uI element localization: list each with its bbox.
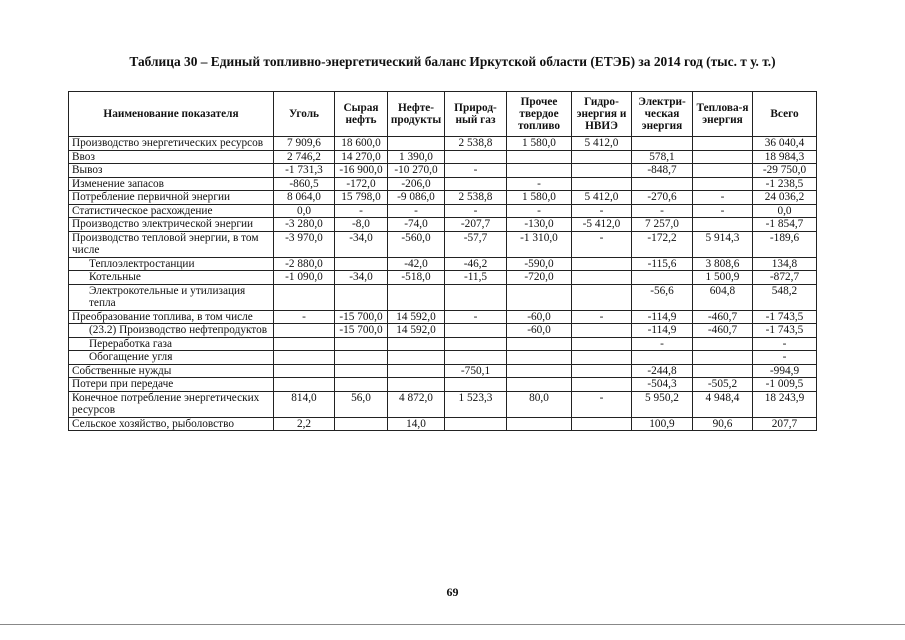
table-cell: - — [445, 164, 507, 178]
table-cell — [388, 284, 445, 310]
page-title: Таблица 30 – Единый топливно-энергетический баланс Иркутской области (ЕТЭБ) за 2014 год (тыс. т у. т.) — [129, 54, 776, 69]
table-cell: 2 746,2 — [274, 150, 335, 164]
table-cell: - — [693, 204, 753, 218]
table-cell — [693, 164, 753, 178]
table-cell: -207,7 — [445, 218, 507, 232]
table-cell: - — [572, 391, 632, 417]
table-row — [69, 378, 817, 392]
table-cell — [335, 378, 388, 392]
table-cell: 0,0 — [274, 204, 335, 218]
column-header: Электри-ческая энергия — [632, 92, 693, 137]
table-cell — [572, 378, 632, 392]
table-cell — [388, 364, 445, 378]
table-body — [69, 137, 817, 431]
table-cell: - — [572, 310, 632, 324]
table-cell: -9 086,0 — [388, 191, 445, 205]
table-cell: 18 984,3 — [753, 150, 817, 164]
row-label: (23.2) Производство нефтепродуктов — [69, 324, 274, 338]
table-row — [69, 164, 817, 178]
table-cell: 1 580,0 — [507, 191, 572, 205]
table-cell: 100,9 — [632, 417, 693, 431]
table-cell — [445, 351, 507, 365]
table-cell — [632, 351, 693, 365]
table-cell — [572, 324, 632, 338]
table-cell — [572, 364, 632, 378]
table-cell: 80,0 — [507, 391, 572, 417]
table-cell: - — [507, 177, 572, 191]
table-cell: -34,0 — [335, 271, 388, 285]
row-label: Преобразование топлива, в том числе — [69, 310, 274, 324]
column-header: Наименование показателя — [69, 92, 274, 137]
table-cell: -11,5 — [445, 271, 507, 285]
table-cell — [507, 164, 572, 178]
table-row — [69, 137, 817, 151]
table-cell — [274, 351, 335, 365]
table-cell: -244,8 — [632, 364, 693, 378]
table-row — [69, 364, 817, 378]
table-cell: 14,0 — [388, 417, 445, 431]
table-cell — [572, 164, 632, 178]
table-cell: 1 390,0 — [388, 150, 445, 164]
table-cell: -42,0 — [388, 257, 445, 271]
table-cell — [445, 324, 507, 338]
table-row — [69, 284, 817, 310]
table-cell: 1 523,3 — [445, 391, 507, 417]
column-header: Гидро-энергия и НВИЭ — [572, 92, 632, 137]
table-cell — [335, 364, 388, 378]
table-cell — [572, 150, 632, 164]
table-cell — [507, 351, 572, 365]
row-label: Вывоз — [69, 164, 274, 178]
table-cell: -3 280,0 — [274, 218, 335, 232]
row-label: Изменение запасов — [69, 177, 274, 191]
table-cell: - — [388, 204, 445, 218]
table-cell — [507, 337, 572, 351]
table-cell: 5 412,0 — [572, 191, 632, 205]
column-header: Всего — [753, 92, 817, 137]
row-label: Теплоэлектростанции — [69, 257, 274, 271]
table-cell — [632, 177, 693, 191]
table-cell: 604,8 — [693, 284, 753, 310]
table-cell: -57,7 — [445, 231, 507, 257]
balance-table-container — [68, 91, 816, 431]
table-cell — [274, 337, 335, 351]
table-cell: 1 500,9 — [693, 271, 753, 285]
column-header: Прочее твердое топливо — [507, 92, 572, 137]
table-cell — [335, 284, 388, 310]
table-cell: -115,6 — [632, 257, 693, 271]
table-cell: -10 270,0 — [388, 164, 445, 178]
table-cell: 2,2 — [274, 417, 335, 431]
table-cell: -860,5 — [274, 177, 335, 191]
table-cell: 14 270,0 — [335, 150, 388, 164]
table-cell: 0,0 — [753, 204, 817, 218]
table-cell: - — [445, 204, 507, 218]
table-cell — [335, 337, 388, 351]
table-cell: - — [572, 231, 632, 257]
table-cell — [274, 364, 335, 378]
table-cell: -994,9 — [753, 364, 817, 378]
table-cell: -1 009,5 — [753, 378, 817, 392]
row-label: Сельское хозяйство, рыболовство — [69, 417, 274, 431]
table-cell: 4 948,4 — [693, 391, 753, 417]
table-cell — [693, 137, 753, 151]
table-cell: -15 700,0 — [335, 310, 388, 324]
table-cell — [693, 177, 753, 191]
table-cell: -206,0 — [388, 177, 445, 191]
table-row — [69, 310, 817, 324]
table-cell — [445, 177, 507, 191]
table-cell: -130,0 — [507, 218, 572, 232]
table-cell: -1 310,0 — [507, 231, 572, 257]
table-cell: -3 970,0 — [274, 231, 335, 257]
table-header-row — [69, 92, 817, 137]
table-cell — [445, 337, 507, 351]
table-cell: -46,2 — [445, 257, 507, 271]
table-cell: -560,0 — [388, 231, 445, 257]
table-cell: 2 538,8 — [445, 137, 507, 151]
column-header: Нефте-продукты — [388, 92, 445, 137]
table-cell: -34,0 — [335, 231, 388, 257]
table-row — [69, 150, 817, 164]
row-label: Потребление первичной энергии — [69, 191, 274, 205]
table-row — [69, 218, 817, 232]
table-cell: -29 750,0 — [753, 164, 817, 178]
table-cell: 36 040,4 — [753, 137, 817, 151]
table-cell — [572, 177, 632, 191]
row-label: Котельные — [69, 271, 274, 285]
row-label: Собственные нужды — [69, 364, 274, 378]
row-label: Производство тепловой энергии, в том числе — [69, 231, 274, 257]
table-cell — [693, 351, 753, 365]
table-cell — [693, 150, 753, 164]
table-cell — [693, 337, 753, 351]
table-cell: -590,0 — [507, 257, 572, 271]
column-header: Теплова-я энергия — [693, 92, 753, 137]
page-number: 69 — [446, 585, 459, 599]
table-cell — [445, 284, 507, 310]
table-row — [69, 177, 817, 191]
table-row — [69, 324, 817, 338]
table-cell — [274, 378, 335, 392]
table-cell — [572, 271, 632, 285]
table-cell: 18 600,0 — [335, 137, 388, 151]
table-cell: - — [632, 337, 693, 351]
table-row — [69, 231, 817, 257]
table-cell: 14 592,0 — [388, 324, 445, 338]
table-cell — [445, 378, 507, 392]
table-cell: -5 412,0 — [572, 218, 632, 232]
table-cell: -504,3 — [632, 378, 693, 392]
table-row — [69, 257, 817, 271]
table-cell: -114,9 — [632, 310, 693, 324]
table-cell — [274, 324, 335, 338]
row-label: Электрокотельные и утилизация тепла — [69, 284, 274, 310]
row-label: Переработка газа — [69, 337, 274, 351]
row-label: Конечное потребление энергетических ресурсов — [69, 391, 274, 417]
row-label: Ввоз — [69, 150, 274, 164]
table-cell: 5 412,0 — [572, 137, 632, 151]
table-cell: -114,9 — [632, 324, 693, 338]
table-cell: - — [274, 310, 335, 324]
table-cell: 5 914,3 — [693, 231, 753, 257]
table-row — [69, 391, 817, 417]
table-cell: 548,2 — [753, 284, 817, 310]
table-cell: - — [632, 204, 693, 218]
table-cell — [335, 257, 388, 271]
table-cell — [507, 364, 572, 378]
table-cell — [388, 351, 445, 365]
table-cell — [572, 337, 632, 351]
table-cell — [632, 271, 693, 285]
table-cell: -270,6 — [632, 191, 693, 205]
table-cell: - — [507, 204, 572, 218]
table-cell — [274, 284, 335, 310]
table-cell: - — [572, 204, 632, 218]
table-cell — [507, 378, 572, 392]
table-cell: 207,7 — [753, 417, 817, 431]
table-cell — [507, 417, 572, 431]
table-cell: 1 580,0 — [507, 137, 572, 151]
table-cell — [572, 284, 632, 310]
table-cell: 8 064,0 — [274, 191, 335, 205]
table-cell: -1 743,5 — [753, 310, 817, 324]
table-cell: 7 909,6 — [274, 137, 335, 151]
table-cell: -720,0 — [507, 271, 572, 285]
table-cell: 3 808,6 — [693, 257, 753, 271]
table-cell: -460,7 — [693, 310, 753, 324]
table-cell: - — [753, 351, 817, 365]
table-cell: 18 243,9 — [753, 391, 817, 417]
table-cell: -1 238,5 — [753, 177, 817, 191]
table-cell: -172,2 — [632, 231, 693, 257]
table-cell: 56,0 — [335, 391, 388, 417]
table-cell: -74,0 — [388, 218, 445, 232]
table-cell: - — [445, 310, 507, 324]
row-label: Статистическое расхождение — [69, 204, 274, 218]
table-row — [69, 351, 817, 365]
table-cell — [693, 218, 753, 232]
page-bottom-divider — [0, 624, 905, 625]
table-cell — [445, 417, 507, 431]
column-header: Уголь — [274, 92, 335, 137]
table-cell — [507, 150, 572, 164]
row-label: Производство энергетических ресурсов — [69, 137, 274, 151]
table-cell: 2 538,8 — [445, 191, 507, 205]
table-cell: -60,0 — [507, 310, 572, 324]
table-cell — [632, 137, 693, 151]
table-cell: -1 743,5 — [753, 324, 817, 338]
row-label: Производство электрической энергии — [69, 218, 274, 232]
table-cell: -172,0 — [335, 177, 388, 191]
column-header: Природ-ный газ — [445, 92, 507, 137]
table-cell: - — [753, 337, 817, 351]
table-cell: -872,7 — [753, 271, 817, 285]
row-label: Обогащение угля — [69, 351, 274, 365]
table-cell: -189,6 — [753, 231, 817, 257]
table-cell: - — [693, 191, 753, 205]
table-cell: 24 036,2 — [753, 191, 817, 205]
table-cell: 14 592,0 — [388, 310, 445, 324]
column-header: Сырая нефть — [335, 92, 388, 137]
table-cell: -460,7 — [693, 324, 753, 338]
table-cell: -60,0 — [507, 324, 572, 338]
table-cell: 15 798,0 — [335, 191, 388, 205]
table-cell — [572, 351, 632, 365]
table-cell: 90,6 — [693, 417, 753, 431]
table-cell — [388, 337, 445, 351]
table-row — [69, 191, 817, 205]
table-cell: 578,1 — [632, 150, 693, 164]
table-cell: -750,1 — [445, 364, 507, 378]
table-cell: -15 700,0 — [335, 324, 388, 338]
table-cell — [507, 284, 572, 310]
table-cell — [388, 137, 445, 151]
table-cell: -2 880,0 — [274, 257, 335, 271]
table-cell: 5 950,2 — [632, 391, 693, 417]
table-cell — [572, 257, 632, 271]
table-cell: -56,6 — [632, 284, 693, 310]
table-cell: -1 090,0 — [274, 271, 335, 285]
table-cell: 4 872,0 — [388, 391, 445, 417]
table-cell: -848,7 — [632, 164, 693, 178]
table-cell: -1 854,7 — [753, 218, 817, 232]
table-cell: 7 257,0 — [632, 218, 693, 232]
table-row — [69, 337, 817, 351]
table-cell: -505,2 — [693, 378, 753, 392]
table-cell: - — [335, 204, 388, 218]
table-row — [69, 204, 817, 218]
table-cell: -518,0 — [388, 271, 445, 285]
table-cell: -16 900,0 — [335, 164, 388, 178]
table-cell — [335, 351, 388, 365]
table-cell: -8,0 — [335, 218, 388, 232]
row-label: Потери при передаче — [69, 378, 274, 392]
table-cell: -1 731,3 — [274, 164, 335, 178]
energy-balance-table — [68, 91, 817, 431]
table-cell — [335, 417, 388, 431]
table-cell — [693, 364, 753, 378]
table-row — [69, 271, 817, 285]
table-row — [69, 417, 817, 431]
table-cell: 134,8 — [753, 257, 817, 271]
table-cell — [388, 378, 445, 392]
table-cell — [572, 417, 632, 431]
table-cell — [445, 150, 507, 164]
table-cell: 814,0 — [274, 391, 335, 417]
